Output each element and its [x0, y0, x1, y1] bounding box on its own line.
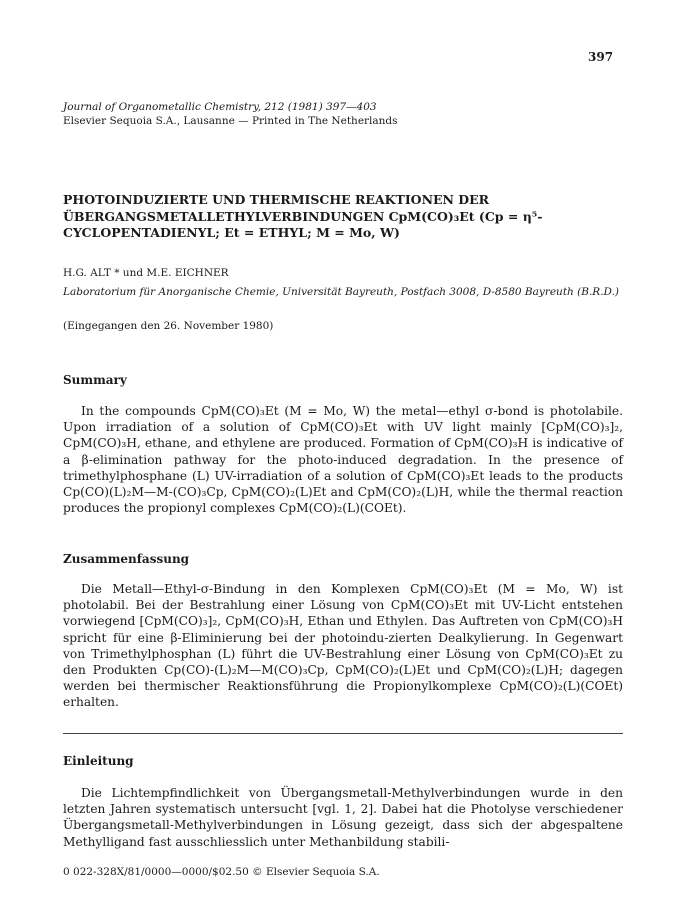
- summary-text: In the compounds CpM(CO)₃Et (M = Mo, W) the metal—ethyl σ-bond is photolabile. Upon irradiation of a solution of CpM(CO)₃Et with UV light mainly [CpM(CO)₃]₂, CpM(CO)₃H, ethane, and ethylene are produced. Formation of CpM(CO)₃H is indicative of a β-elimination pathway for the photo-induced degradation. In the presence of trimethylphosphane (L) UV-irradiation of a solution of CpM(CO)₃Et leads to the products Cp(CO)(L)₂M—M-(CO)₃Cp, CpM(CO)₂(L)Et and CpM(CO)₂(L)H, while the thermal reaction produces the propionyl complexes CpM(CO)₂(L)(COEt).: [63, 404, 623, 516]
- article-title: PHOTOINDUZIERTE UND THERMISCHE REAKTIONEN DER ÜBERGANGSMETALLETHYLVERBINDUNGEN CpM(CO)₃Et (Cp = η⁵-CYCLOPENTADIENYL; Et = ETHYL; M = Mo, W): [63, 192, 543, 240]
- authors: H.G. ALT * und M.E. EICHNER: [63, 267, 229, 279]
- section-divider: [63, 733, 623, 734]
- affiliation: Laboratorium für Anorganische Chemie, Universität Bayreuth, Postfach 3008, D-8580 Bayreuth (B.R.D.): [63, 286, 620, 298]
- summary-heading: Summary: [63, 373, 127, 387]
- copyright-footer: 0 022-328X/81/0000—0000/$02.50 © Elsevier Sequoia S.A.: [63, 866, 380, 878]
- zusammenfassung-heading: Zusammenfassung: [63, 552, 190, 566]
- einleitung-text: Die Lichtempfindlichkeit von Übergangsmetall-Methylverbindungen wurde in den letzten Jahren systematisch untersucht [vgl. 1, 2]. Dabei hat die Photolyse verschiedener Übergangsmetall-Methylverbindungen in Lösung gezeigt, dass sich der abgespaltene Methylligand fast ausschliesslich unter Methanbildung stabili-: [63, 786, 623, 849]
- einleitung-heading: Einleitung: [63, 754, 134, 768]
- page-number: 397: [588, 50, 614, 64]
- journal-info: [63, 100, 398, 128]
- journal-citation: Journal of Organometallic Chemistry, 212 (1981) 397—403: [63, 101, 377, 113]
- zusammenfassung-text: Die Metall—Ethyl-σ-Bindung in den Komplexen CpM(CO)₃Et (M = Mo, W) ist photolabil. Bei der Bestrahlung einer Lösung von CpM(CO)₃Et mit UV-Licht entstehen vorwiegend [CpM(CO)₃]₂, CpM(CO)₃H, Ethan und Ethylen. Das Auftreten von CpM(CO)₃H spricht für eine β-Eliminierung bei der photoindu-zierten Dealkylierung. In Gegenwart von Trimethylphosphan (L) führt die UV-Bestrahlung einer Lösung von CpM(CO)₃Et zu den Produkten Cp(CO)-(L)₂M—M(CO)₃Cp, CpM(CO)₂(L)Et und CpM(CO)₂(L)H; dagegen werden bei thermischer Reaktionsführung die Propionylkomplexe CpM(CO)₂(L)(COEt) erhalten.: [63, 582, 623, 710]
- journal-publisher: Elsevier Sequoia S.A., Lausanne — Printed in The Netherlands: [63, 115, 398, 127]
- received-date: (Eingegangen den 26. November 1980): [63, 320, 274, 332]
